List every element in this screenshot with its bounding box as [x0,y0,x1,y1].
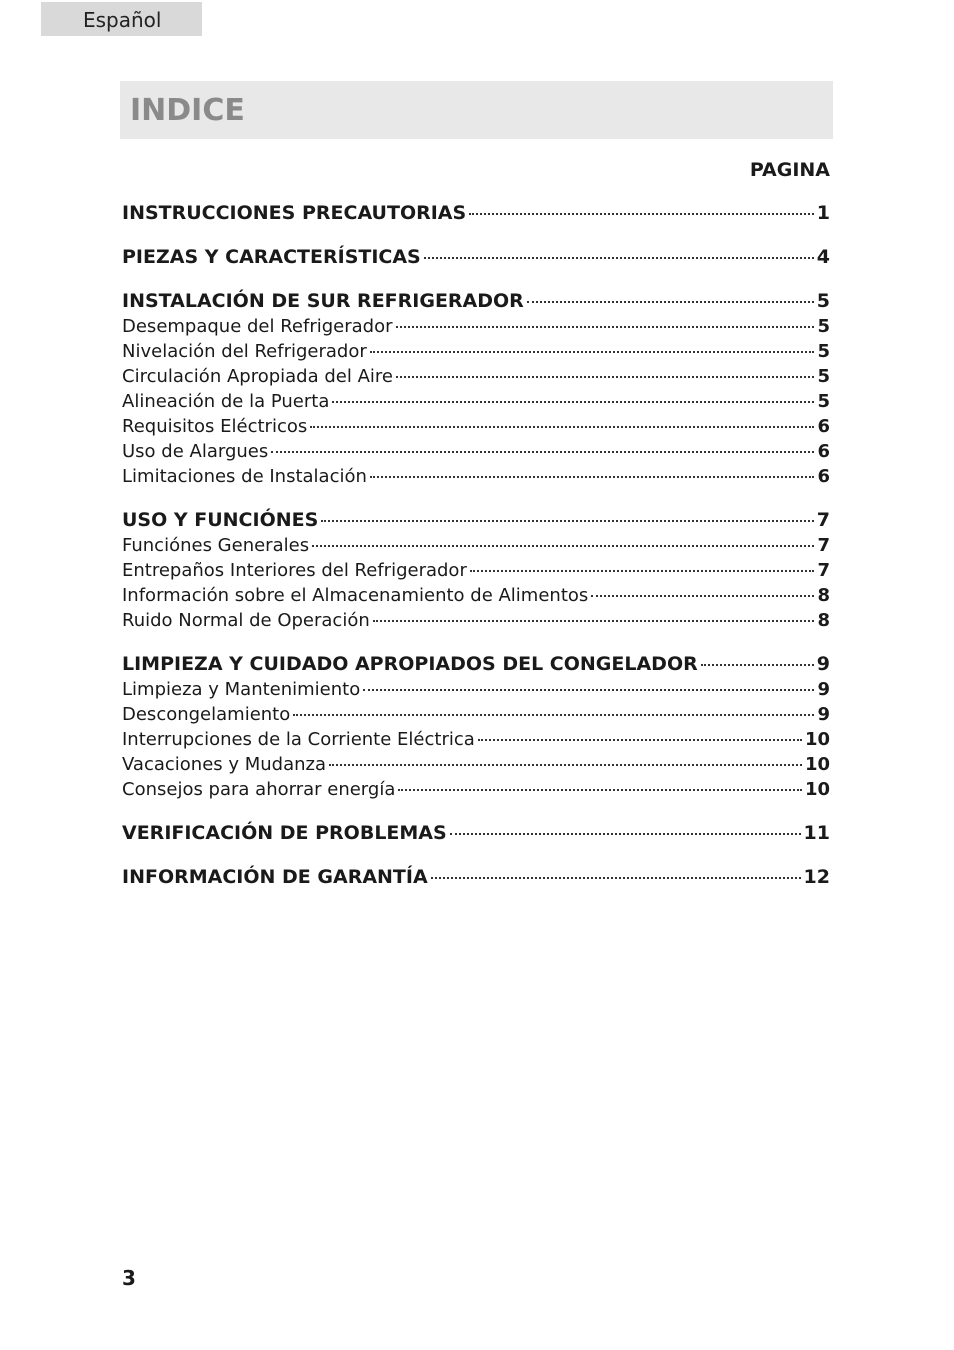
toc-entry-page: 5 [817,316,830,337]
toc-entry-label: Alineación de la Puerta [122,391,330,412]
dot-leader [373,620,815,622]
dot-leader [470,570,815,572]
toc-entry-page: 5 [817,341,830,362]
toc-entry[interactable] [122,314,830,339]
toc-section-heading-label: USO Y FUNCIÓNES [122,509,319,531]
page-number: 3 [122,1266,136,1290]
toc-entry-label: Desempaque del Refrigerador [122,316,393,337]
dot-leader [396,376,815,378]
toc-entry-page: 6 [817,466,830,487]
dot-leader [431,877,801,879]
toc-section-heading-page: 5 [816,290,830,312]
toc-entry[interactable] [122,752,830,777]
toc-entry[interactable] [122,533,830,558]
dot-leader [478,739,802,741]
dot-leader [370,351,815,353]
toc-entry-label: Consejos para ahorrar energía [122,779,396,800]
page-column-label: PAGINA [749,159,830,181]
toc-entry-label: Información sobre el Almacenamiento de Alimentos [122,585,589,606]
dot-leader [701,664,814,666]
toc-section [122,245,830,270]
toc-entry-label: Circulación Apropiada del Aire [122,366,393,387]
toc-section-heading[interactable] [122,652,830,677]
toc-section [122,865,830,890]
toc-entry-page: 6 [817,441,830,462]
toc-entry-page: 9 [817,679,830,700]
toc-section-heading[interactable] [122,865,830,890]
dot-leader [527,301,814,303]
dot-leader [332,401,814,403]
toc-entry-page: 6 [817,416,830,437]
dot-leader [329,764,802,766]
toc-section [122,289,830,489]
toc-entry[interactable] [122,608,830,633]
toc-section-heading-label: VERIFICACIÓN DE PROBLEMAS [122,822,447,844]
toc-section-heading[interactable] [122,245,830,270]
toc-entry[interactable] [122,583,830,608]
toc-entry[interactable] [122,439,830,464]
toc-entry-label: Vacaciones y Mudanza [122,754,327,775]
toc-section-heading-label: INSTRUCCIONES PRECAUTORIAS [122,202,467,224]
toc-section-heading-page: 1 [816,202,830,224]
toc-entry-label: Requisitos Eléctricos [122,416,308,437]
dot-leader [591,595,814,597]
toc-entry-label: Funciónes Generales [122,535,310,556]
toc-entry[interactable] [122,339,830,364]
toc-section-heading-page: 12 [803,866,830,888]
toc-section-heading-page: 9 [816,653,830,675]
toc-entry-label: Descongelamiento [122,704,291,725]
toc-entry[interactable] [122,677,830,702]
toc-section-heading[interactable] [122,289,830,314]
toc-section [122,821,830,846]
dot-leader [469,213,814,215]
toc-section-heading[interactable] [122,201,830,226]
toc-entry[interactable] [122,558,830,583]
dot-leader [312,545,814,547]
toc-section-heading-label: PIEZAS Y CARACTERÍSTICAS [122,246,421,268]
toc-entry-label: Limitaciones de Instalación [122,466,367,487]
dot-leader [321,520,813,522]
toc-section-heading-page: 7 [816,509,830,531]
toc-entry-page: 7 [817,560,830,581]
dot-leader [450,833,801,835]
toc-sections [122,201,830,890]
toc-entry-label: Limpieza y Mantenimiento [122,679,361,700]
toc-entry-label: Interrupciones de la Corriente Eléctrica [122,729,475,750]
toc-entry-page: 10 [804,754,830,775]
dot-leader [398,789,802,791]
page-title: INDICE [130,93,245,128]
toc-section-heading[interactable] [122,508,830,533]
toc-entry[interactable] [122,464,830,489]
toc-entry[interactable] [122,727,830,752]
toc-entry-page: 5 [817,391,830,412]
toc-section-heading[interactable] [122,821,830,846]
toc-section [122,201,830,226]
toc-entry-page: 8 [817,610,830,631]
toc-entry[interactable] [122,364,830,389]
language-tab: Español [41,2,202,36]
dot-leader [271,451,814,453]
toc-entry-label: Ruido Normal de Operación [122,610,370,631]
toc-entry-label: Nivelación del Refrigerador [122,341,367,362]
dot-leader [370,476,815,478]
toc-section-heading-page: 11 [803,822,830,844]
toc-entry[interactable] [122,777,830,802]
toc-entry[interactable] [122,414,830,439]
toc-entry[interactable] [122,702,830,727]
toc-section-heading-label: INFORMACIÓN DE GARANTÍA [122,866,428,888]
toc-entry[interactable] [122,389,830,414]
toc-section [122,508,830,633]
dot-leader [310,426,814,428]
dot-leader [363,689,814,691]
toc-entry-label: Uso de Alargues [122,441,269,462]
toc-section [122,652,830,802]
table-of-contents [122,155,830,909]
toc-entry-page: 7 [817,535,830,556]
dot-leader [293,714,814,716]
toc-section-heading-label: LIMPIEZA Y CUIDADO APROPIADOS DEL CONGELADOR [122,653,698,675]
toc-entry-label: Entrepaños Interiores del Refrigerador [122,560,467,581]
dot-leader [396,326,815,328]
toc-entry-page: 9 [817,704,830,725]
toc-section-heading-page: 4 [816,246,830,268]
toc-entry-page: 10 [804,779,830,800]
toc-section-heading-label: INSTALACIÓN DE SUR REFRIGERADOR [122,290,524,312]
toc-entry-page: 8 [817,585,830,606]
title-bar [120,81,833,139]
toc-entry-page: 10 [804,729,830,750]
dot-leader [424,257,814,259]
toc-entry-page: 5 [817,366,830,387]
